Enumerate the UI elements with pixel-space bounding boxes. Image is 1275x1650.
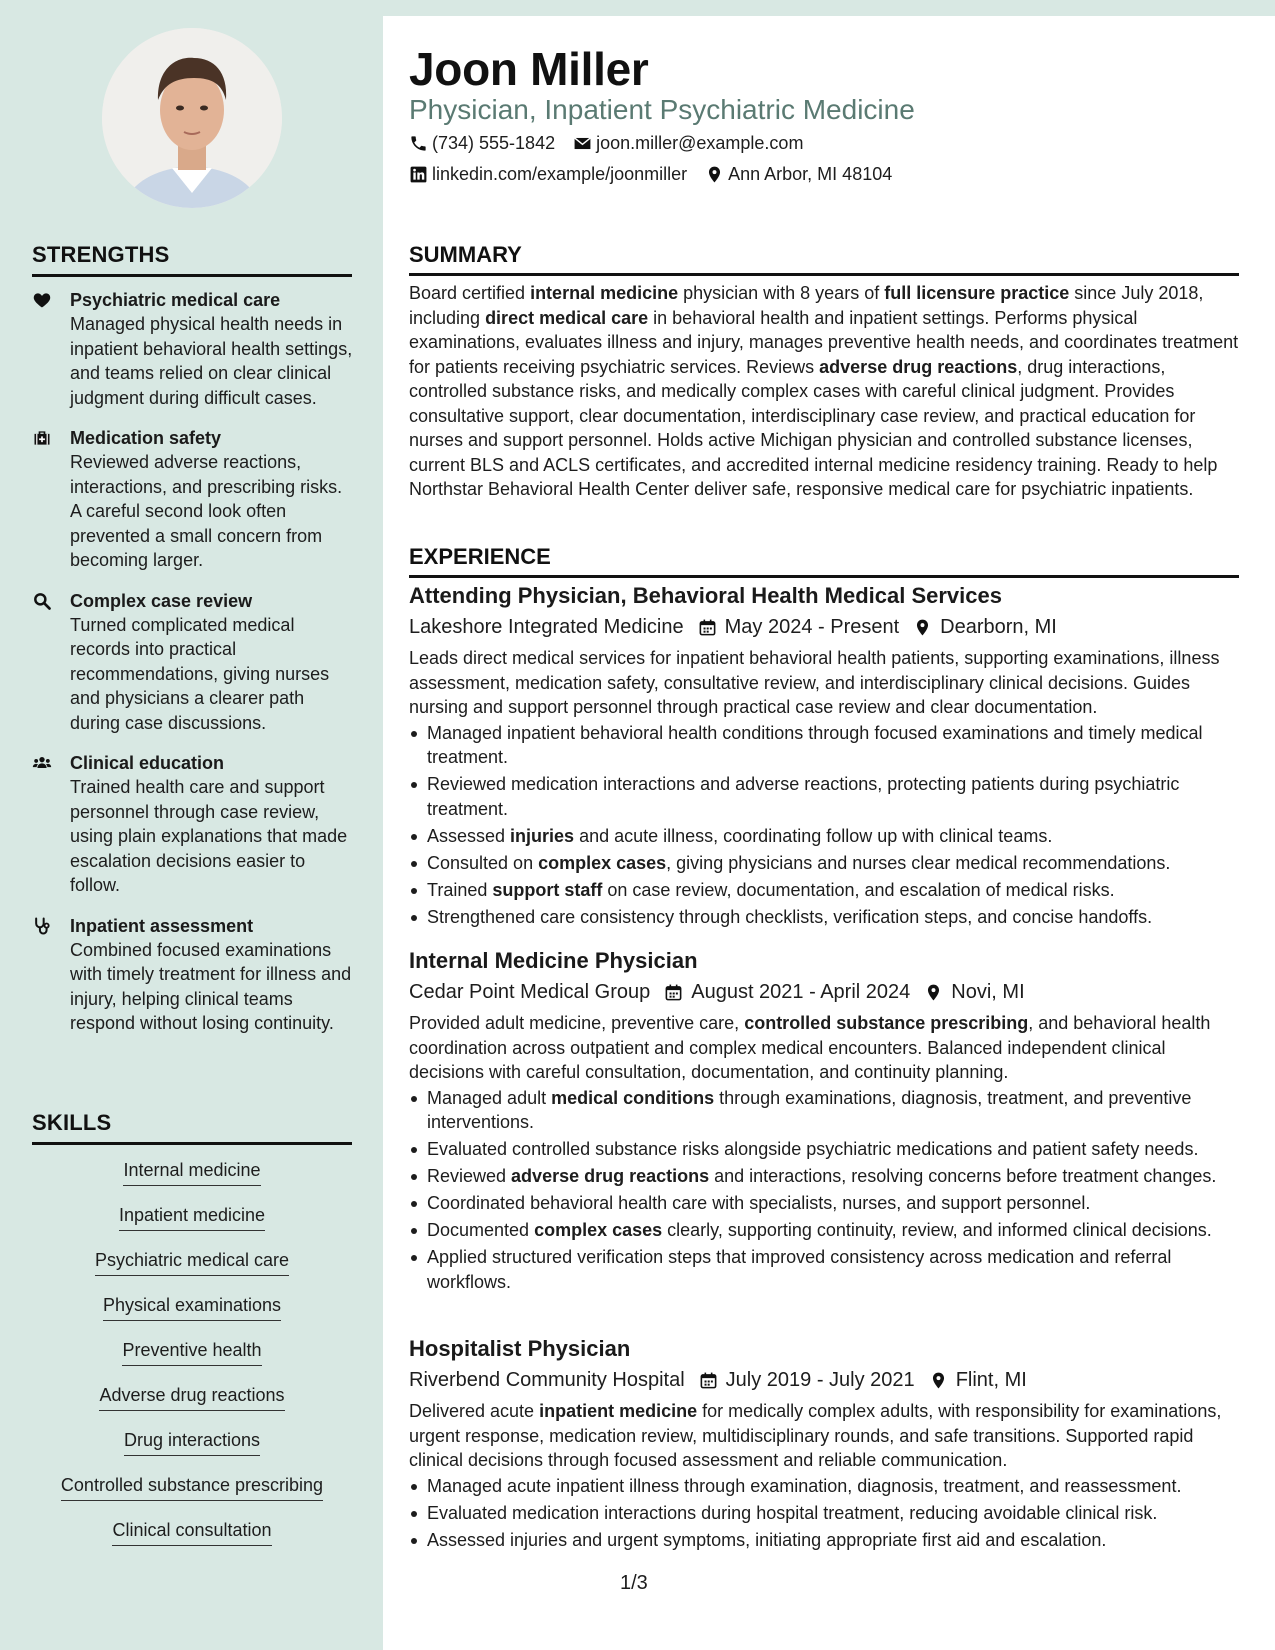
linkedin-text: linkedin.com/example/joonmiller [432, 164, 688, 184]
job-title: Hospitalist Physician [409, 1336, 631, 1361]
search-icon [32, 591, 52, 611]
calendar-icon [698, 618, 717, 637]
linkedin-icon [409, 165, 428, 184]
skills-heading: SKILLS [32, 1110, 352, 1145]
map-pin-icon [913, 618, 932, 637]
emphasis-text: injuries [510, 825, 575, 846]
emphasis-text: complex cases [538, 852, 667, 873]
skill-tag: Preventive health [122, 1340, 261, 1366]
stethoscope-icon [32, 916, 52, 936]
bullet-item: Documented complex cases clearly, supporting continuity, review, and informed clinical decisions. [409, 1218, 1239, 1243]
location-text: Ann Arbor, MI 48104 [728, 164, 893, 184]
strength-item [32, 288, 357, 410]
job-dates: July 2019 - July 2021 [699, 1366, 915, 1394]
emphasis-text: adverse drug reactions [819, 356, 1018, 377]
strength-title: Psychiatric medical care [70, 290, 281, 310]
job-company: Lakeshore Integrated Medicine [409, 616, 684, 638]
bullet-item: Evaluated medication interactions during hospital treatment, reducing avoidable clinical risk. [409, 1501, 1239, 1526]
strength-item [32, 914, 357, 1036]
bullet-item: Strengthened care consistency through checklists, verification steps, and concise handoffs. [409, 905, 1239, 930]
candidate-role: Physician, Inpatient Psychiatric Medicine [409, 94, 915, 125]
job-meta [409, 613, 1239, 641]
phone-contact[interactable] [409, 133, 555, 154]
skill-tag: Internal medicine [123, 1160, 260, 1186]
emphasis-text: controlled substance prescribing [744, 1013, 1029, 1033]
job-title: Internal Medicine Physician [409, 948, 698, 973]
strengths-heading: STRENGTHS [32, 242, 352, 277]
candidate-name: Joon Miller [409, 43, 649, 95]
skill-tag: Clinical consultation [112, 1520, 271, 1546]
linkedin-contact[interactable] [409, 164, 687, 185]
emphasis-text: complex cases [534, 1220, 663, 1240]
job-bullets [409, 721, 1239, 930]
emphasis-text: full licensure practice [884, 283, 1070, 303]
experience-heading: EXPERIENCE [409, 544, 1239, 578]
job-company: Riverbend Community Hospital [409, 1369, 685, 1391]
job-dates: August 2021 - April 2024 [664, 978, 910, 1006]
skills-list [32, 1160, 352, 1565]
users-icon [32, 753, 52, 773]
skill-tag: Inpatient medicine [119, 1205, 265, 1231]
strength-desc: Turned complicated medical records into practical recommendations, giving nurses and physicians a clearer path during case discussions. [70, 614, 330, 733]
strength-item [32, 751, 357, 898]
bullet-item: Consulted on complex cases, giving physicians and nurses clear medical recommendations. [409, 851, 1239, 876]
map-pin-icon [924, 983, 943, 1002]
emphasis-text: inpatient medicine [539, 1401, 698, 1421]
bullet-item: Evaluated controlled substance risks alongside psychiatric medications and patient safety needs. [409, 1137, 1239, 1162]
strength-desc: Reviewed adverse reactions, interactions, and prescribing risks. A careful second look often prevented a small concern from becoming larger. [70, 452, 343, 570]
heart-icon [32, 290, 52, 310]
strengths-list [32, 288, 357, 1052]
profile-photo [102, 28, 282, 208]
skill-tag: Physical examinations [103, 1295, 281, 1321]
skill-tag: Drug interactions [124, 1430, 260, 1456]
map-pin-icon [929, 1371, 948, 1390]
bullet-item: Managed adult medical conditions through examinations, diagnosis, treatment, and preventive interventions. [409, 1086, 1239, 1135]
job-meta [409, 1366, 1239, 1394]
job-location: Novi, MI [924, 978, 1024, 1006]
bullet-item: Managed acute inpatient illness through examination, diagnosis, treatment, and reassessment. [409, 1474, 1239, 1499]
phone-icon [409, 134, 428, 153]
calendar-icon [664, 983, 683, 1002]
job-bullets [409, 1086, 1239, 1295]
job-title: Attending Physician, Behavioral Health Medical Services [409, 583, 1002, 608]
bullet-item: Managed inpatient behavioral health conditions through focused examinations and timely medical treatment. [409, 721, 1239, 770]
strength-item [32, 426, 357, 573]
job-meta [409, 978, 1239, 1006]
bullet-item: Reviewed medication interactions and adverse reactions, protecting patients during psychiatric treatment. [409, 772, 1239, 821]
emphasis-text: adverse drug reactions [511, 1166, 710, 1186]
summary-heading: SUMMARY [409, 242, 1239, 276]
job-entry [409, 947, 1239, 1297]
job-bullets [409, 1474, 1239, 1553]
job-description: Leads direct medical services for inpatient behavioral health patients, supporting examinations, illness assessment, medication safety, consultative review, and interdisciplinary clinical decisions. Guides nursing and support personnel through practical case review and clear documentation. [409, 648, 1220, 717]
strength-item [32, 589, 357, 736]
strength-title: Complex case review [70, 590, 253, 611]
bullet-item: Reviewed adverse drug reactions and interactions, resolving concerns before treatment changes. [409, 1164, 1239, 1189]
calendar-icon [699, 1371, 718, 1390]
bullet-item: Coordinated behavioral health care with specialists, nurses, and support personnel. [409, 1191, 1239, 1216]
emphasis-text: direct medical care [485, 307, 649, 328]
job-entry [409, 582, 1239, 932]
job-location: Dearborn, MI [913, 613, 1057, 641]
skill-tag: Controlled substance prescribing [61, 1475, 323, 1501]
strength-title: Inpatient assessment [70, 915, 254, 936]
job-company: Cedar Point Medical Group [409, 981, 651, 1003]
emphasis-text: internal medicine [530, 283, 679, 303]
phone-text: (734) 555-1842 [432, 133, 556, 153]
contact-row-2 [409, 164, 910, 185]
page-number: 1/3 [620, 1572, 648, 1594]
strength-desc: Trained health care and support personnel through case review, using plain explanations that made escalation decisions easier to follow. [70, 777, 348, 895]
skill-tag: Adverse drug reactions [99, 1385, 284, 1411]
email-text: joon.miller@example.com [596, 133, 804, 153]
job-entry [409, 1335, 1239, 1555]
skill-tag: Psychiatric medical care [95, 1250, 289, 1276]
bullet-item: Assessed injuries and urgent symptoms, initiating appropriate first aid and escalation. [409, 1528, 1239, 1553]
medical-kit-icon [32, 428, 52, 448]
job-description: Delivered acute inpatient medicine for medically complex adults, with responsibility for examinations, urgent response, medication review, multidisciplinary rounds, and safe transitions. Supported rapid clinical decisions through focused assessment and reliable communication. [409, 1401, 1222, 1470]
strength-desc: Combined focused examinations with timely treatment for illness and injury, helping clinical teams respond without losing continuity. [70, 939, 352, 1033]
email-contact[interactable] [573, 133, 803, 154]
job-description: Provided adult medicine, preventive care, controlled substance prescribing, and behavioral health coordination across outpatient and complex medical encounters. Balanced independent clinical decisions with careful consultation, documentation, and continuity planning. [409, 1013, 1211, 1082]
summary-text: Board certified internal medicine physician with 8 years of full licensure practice since July 2018, including direct medical care in behavioral health and inpatient settings. Performs physical examinations, evaluates illness and injury, manages preventive health needs, and coordinates treatment for patients receiving psychiatric services. Reviews adverse drug reactions, drug interactions, controlled substance risks, and medically complex cases with careful clinical judgment. Provides consultative support, clear documentation, interdisciplinary case review, and practical education for nurses and support personnel. Holds active Michigan physician and controlled substance licenses, current BLS and ACLS certificates, and accredited internal medicine residency training. Ready to help Northstar Behavioral Health Center deliver safe, responsive medical care for psychiatric inpatients. [409, 283, 1239, 499]
job-location: Flint, MI [929, 1366, 1027, 1394]
map-pin-icon [705, 165, 724, 184]
envelope-icon [573, 134, 592, 153]
bullet-item: Trained support staff on case review, documentation, and escalation of medical risks. [409, 878, 1239, 903]
emphasis-text: medical conditions [551, 1087, 715, 1108]
strength-desc: Managed physical health needs in inpatient behavioral health settings, and teams relied on clear clinical judgment during difficult cases. [70, 314, 353, 408]
contact-row-1 [409, 133, 821, 154]
strength-title: Clinical education [70, 753, 225, 773]
bullet-item: Assessed injuries and acute illness, coordinating follow up with clinical teams. [409, 824, 1239, 849]
emphasis-text: support staff [492, 879, 603, 900]
strength-title: Medication safety [70, 428, 222, 448]
location-contact [705, 164, 892, 185]
job-dates: May 2024 - Present [698, 613, 900, 641]
bullet-item: Applied structured verification steps that improved consistency across medication and referral workflows. [409, 1245, 1239, 1294]
